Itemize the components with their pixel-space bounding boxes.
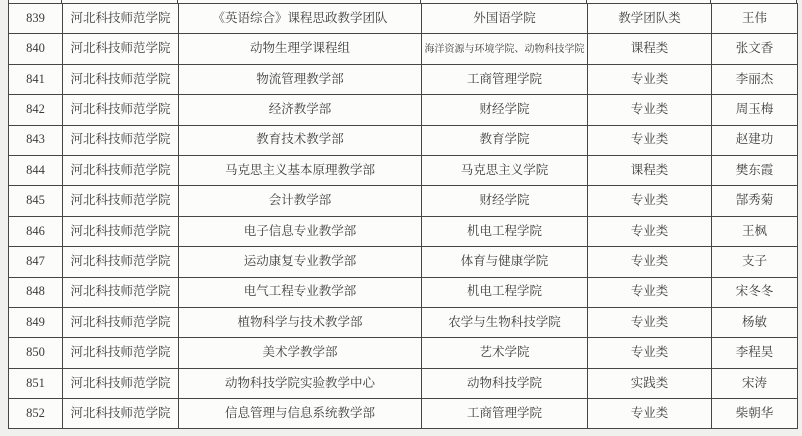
table-row xyxy=(9,399,798,429)
cell-category: 专业类 xyxy=(588,277,712,307)
cell-no: 851 xyxy=(9,368,63,398)
cell-no: 849 xyxy=(9,307,63,337)
cell-school: 河北科技师范学院 xyxy=(63,216,179,246)
table-row xyxy=(9,155,798,185)
table-row xyxy=(9,4,798,34)
cell-category: 专业类 xyxy=(588,186,712,216)
table-row xyxy=(9,338,798,368)
cell-person: 郜秀菊 xyxy=(712,186,798,216)
cell-category: 专业类 xyxy=(588,338,712,368)
cell-team: 植物科学与技术教学部 xyxy=(179,307,422,337)
table-row xyxy=(9,216,798,246)
cropped-cell xyxy=(587,0,711,3)
cell-person: 王枫 xyxy=(712,216,798,246)
cell-person: 支子 xyxy=(712,247,798,277)
cell-school: 河北科技师范学院 xyxy=(63,399,179,429)
cropped-cell xyxy=(178,0,421,3)
table-row xyxy=(9,95,798,125)
cropped-cell xyxy=(711,0,797,3)
cell-team: 美术学教学部 xyxy=(179,338,422,368)
cell-team: 电气工程专业教学部 xyxy=(179,277,422,307)
cell-category: 课程类 xyxy=(588,155,712,185)
cell-team: 马克思主义基本原理教学部 xyxy=(179,155,422,185)
cell-team: 会计教学部 xyxy=(179,186,422,216)
table-row xyxy=(9,307,798,337)
cell-no: 841 xyxy=(9,64,63,94)
cell-no: 846 xyxy=(9,216,63,246)
cell-school: 河北科技师范学院 xyxy=(63,247,179,277)
cell-person: 李程昊 xyxy=(712,338,798,368)
cell-no: 848 xyxy=(9,277,63,307)
cell-college: 机电工程学院 xyxy=(422,216,588,246)
cell-school: 河北科技师范学院 xyxy=(63,4,179,34)
table-row xyxy=(9,277,798,307)
cell-school: 河北科技师范学院 xyxy=(63,368,179,398)
cell-college: 艺术学院 xyxy=(422,338,588,368)
table-row xyxy=(9,186,798,216)
cell-no: 842 xyxy=(9,95,63,125)
table-row xyxy=(9,368,798,398)
cell-team: 物流管理教学部 xyxy=(179,64,422,94)
cell-person: 樊东霞 xyxy=(712,155,798,185)
cell-school: 河北科技师范学院 xyxy=(63,277,179,307)
cell-category: 专业类 xyxy=(588,216,712,246)
cell-college: 工商管理学院 xyxy=(422,399,588,429)
cell-person: 宋涛 xyxy=(712,368,798,398)
table-row xyxy=(9,34,798,64)
cropped-cell xyxy=(62,0,178,3)
cell-college: 工商管理学院 xyxy=(422,64,588,94)
cell-school: 河北科技师范学院 xyxy=(63,125,179,155)
cell-team: 电子信息专业教学部 xyxy=(179,216,422,246)
cell-college: 体育与健康学院 xyxy=(422,247,588,277)
cell-person: 李丽杰 xyxy=(712,64,798,94)
cell-category: 专业类 xyxy=(588,399,712,429)
cell-no: 847 xyxy=(9,247,63,277)
cell-category: 课程类 xyxy=(588,34,712,64)
cell-person: 王伟 xyxy=(712,4,798,34)
cell-team: 信息管理与信息系统教学部 xyxy=(179,399,422,429)
cell-no: 843 xyxy=(9,125,63,155)
cell-category: 实践类 xyxy=(588,368,712,398)
cell-person: 柴朝华 xyxy=(712,399,798,429)
cell-category: 专业类 xyxy=(588,307,712,337)
cell-school: 河北科技师范学院 xyxy=(63,186,179,216)
cell-team: 动物生理学课程组 xyxy=(179,34,422,64)
cell-category: 专业类 xyxy=(588,247,712,277)
cell-college: 马克思主义学院 xyxy=(422,155,588,185)
cell-college: 机电工程学院 xyxy=(422,277,588,307)
cell-school: 河北科技师范学院 xyxy=(63,34,179,64)
cell-category: 专业类 xyxy=(588,95,712,125)
cell-team: 《英语综合》课程思政教学团队 xyxy=(179,4,422,34)
cell-team: 运动康复专业教学部 xyxy=(179,247,422,277)
cell-school: 河北科技师范学院 xyxy=(63,307,179,337)
cell-college: 海洋资源与环境学院、动物科技学院 xyxy=(422,34,588,64)
teaching-org-table xyxy=(8,3,798,429)
table-row xyxy=(9,64,798,94)
cell-school: 河北科技师范学院 xyxy=(63,155,179,185)
cropped-row-remnant xyxy=(8,0,797,3)
cell-college: 外国语学院 xyxy=(422,4,588,34)
cell-no: 852 xyxy=(9,399,63,429)
cell-person: 周玉梅 xyxy=(712,95,798,125)
cell-no: 839 xyxy=(9,4,63,34)
cell-college: 农学与生物科技学院 xyxy=(422,307,588,337)
cell-no: 844 xyxy=(9,155,63,185)
table-row xyxy=(9,125,798,155)
cell-school: 河北科技师范学院 xyxy=(63,338,179,368)
cell-category: 专业类 xyxy=(588,125,712,155)
cell-no: 845 xyxy=(9,186,63,216)
cell-college: 财经学院 xyxy=(422,95,588,125)
table-container xyxy=(8,0,797,429)
cell-category: 教学团队类 xyxy=(588,4,712,34)
cell-no: 840 xyxy=(9,34,63,64)
cell-school: 河北科技师范学院 xyxy=(63,95,179,125)
cell-team: 动物科技学院实验教学中心 xyxy=(179,368,422,398)
table-row xyxy=(9,247,798,277)
cell-college: 教育学院 xyxy=(422,125,588,155)
cell-no: 850 xyxy=(9,338,63,368)
cell-person: 张文香 xyxy=(712,34,798,64)
cell-college: 财经学院 xyxy=(422,186,588,216)
cell-team: 教育技术教学部 xyxy=(179,125,422,155)
cropped-cell xyxy=(8,0,62,3)
cell-person: 杨敏 xyxy=(712,307,798,337)
cell-college: 动物科技学院 xyxy=(422,368,588,398)
cell-team: 经济教学部 xyxy=(179,95,422,125)
cropped-cell xyxy=(421,0,587,3)
cell-person: 宋冬冬 xyxy=(712,277,798,307)
cell-person: 赵建功 xyxy=(712,125,798,155)
cell-school: 河北科技师范学院 xyxy=(63,64,179,94)
cell-category: 专业类 xyxy=(588,64,712,94)
